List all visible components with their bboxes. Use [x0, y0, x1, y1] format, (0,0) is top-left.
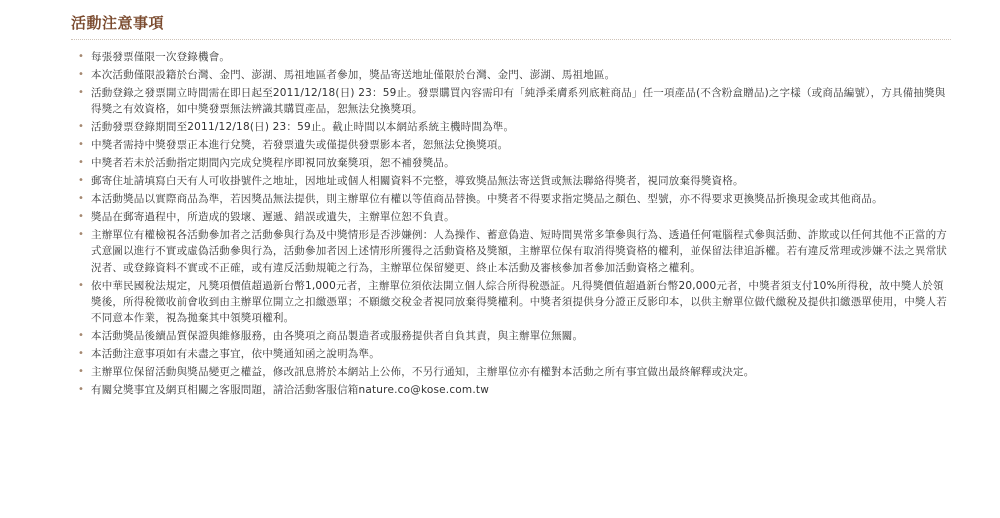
notice-item [71, 49, 951, 65]
notice-text: 主辦單位有權檢視各活動參加者之活動參與行為及中獎情形是否涉嫌例：人為操作、蓄意偽造、短時間異常多筆參與行為、透過任何電腦程式參與活動、詐欺或以任何其他不正當的方式意圖以進行不實或虛偽活動參與行為，活動參加者因上述情形所獲得之活動資格及獎額，主辦單位保有取消得獎資格的權利，並保留法律追訴權。若有違反常理或涉嫌不法之異常狀況者、或登錄資料不實或不正確，或有違反活動規範之行為，主辦單位保留變更、終止本活動及審核參加者參加活動資格之權利。 [91, 229, 947, 274]
notice-item [71, 191, 951, 207]
notice-text: 活動發票登錄期間至2011/12/18(日) 23：59止。截止時間以本網站系統主機時間為準。 [91, 121, 515, 134]
notice-item [71, 382, 951, 398]
bullet-icon: • [78, 157, 85, 169]
bullet-icon: • [78, 139, 85, 151]
bullet-icon: • [78, 87, 85, 98]
notice-text: 依中華民國稅法規定，凡獎項價值超過新台幣1,000元者，主辦單位須依法開立個人綜合所得稅憑証。凡得獎價值超過新台幣20,000元者，中獎者須支付10%所得稅，故中獎人於領獎後，所得稅徵收前會收到由主辦單位開立之扣繳憑單；不願繳交稅金者視同放棄得獎權利。中獎者須提供身分證正反影印本，以供主辦單位做代繳稅及提供扣繳憑單使用，中獎人若不同意本作業，視為拋棄其中領獎項權利。 [91, 279, 947, 325]
notice-item [71, 278, 951, 327]
notice-item [71, 119, 951, 135]
bullet-icon: • [78, 69, 85, 80]
notice-item [71, 364, 951, 380]
notice-text: 有關兌獎事宜及網頁相關之客服問題，請洽活動客服信箱nature.co@kose.com.tw [91, 384, 490, 397]
bullet-icon: • [78, 330, 85, 342]
bullet-icon: • [78, 366, 85, 378]
notice-text: 每張發票僅限一次登錄機會。 [91, 51, 231, 63]
bullet-icon: • [78, 51, 85, 62]
notice-text: 活動登錄之發票開立時間需在即日起至2011/12/18(日) 23：59止。發票購買內容需印有「純淨柔膚系列底粧商品」任一項產品(不含粉盒贈品)之字樣（或商品編號），方具備抽獎與得獎之有效資格，如中獎發票無法辨識其購買產品，恕無法兌換獎項。 [91, 87, 946, 116]
bullet-icon: • [78, 279, 85, 291]
bullet-icon: • [78, 229, 85, 241]
notice-item [71, 85, 951, 117]
notice-text: 本次活動僅限設籍於台灣、金門、澎湖、馬祖地區者參加，獎品寄送地址僅限於台灣、金門、澎湖、馬祖地區。 [91, 69, 616, 81]
notice-text: 本活動注意事項如有未盡之事宜，依中獎通知函之說明為準。 [91, 348, 380, 361]
notice-text: 獎品在郵寄過程中，所造成的毀壞、遲遞、錯誤或遺失，主辦單位恕不負責。 [91, 211, 455, 224]
notice-item [71, 173, 951, 189]
notice-text: 本活動獎品以實際商品為準，若因獎品無法提供，則主辦單位有權以等值商品替換。中獎者不得要求指定獎品之顏色、型號，亦不得要求更換獎品折換現金或其他商品。 [91, 193, 883, 206]
notice-text: 郵寄住址請填寫白天有人可收掛號件之地址，因地址或個人相關資料不完整，導致獎品無法寄送貨或無法聯絡得獎者，視同放棄得獎資格。 [91, 175, 744, 188]
bullet-icon: • [78, 348, 85, 360]
bullet-icon: • [78, 211, 85, 223]
notice-text: 本活動獎品後續品質保證與維修服務，由各獎項之商品製造者或服務提供者自負其責，與主辦單位無關。 [91, 330, 584, 343]
notice-item [71, 346, 951, 362]
notice-item [71, 209, 951, 225]
notice-item [71, 328, 951, 344]
notes-list [71, 49, 951, 398]
notice-item [71, 155, 951, 171]
bullet-icon: • [78, 121, 85, 133]
notice-text: 中獎者若未於活動指定期間內完成兌獎程序即視同放棄獎項，恕不補發獎品。 [91, 157, 455, 170]
title-divider [71, 39, 951, 41]
bullet-icon: • [78, 384, 85, 396]
notice-text: 中獎者需持中獎發票正本進行兌獎，若發票遺失或僅提供發票影本者，恕無法兌換獎項。 [91, 139, 509, 152]
bullet-icon: • [78, 175, 85, 187]
notice-text: 主辦單位保留活動與獎品變更之權益，修改訊息將於本網站上公佈，不另行通知，主辦單位亦有權對本活動之所有事宜做出最終解釋或決定。 [91, 366, 755, 379]
notice-item [71, 67, 951, 83]
notice-item [71, 227, 951, 276]
bullet-icon: • [78, 193, 85, 205]
page-title: 活動注意事項 [71, 14, 165, 32]
notice-item [71, 137, 951, 153]
